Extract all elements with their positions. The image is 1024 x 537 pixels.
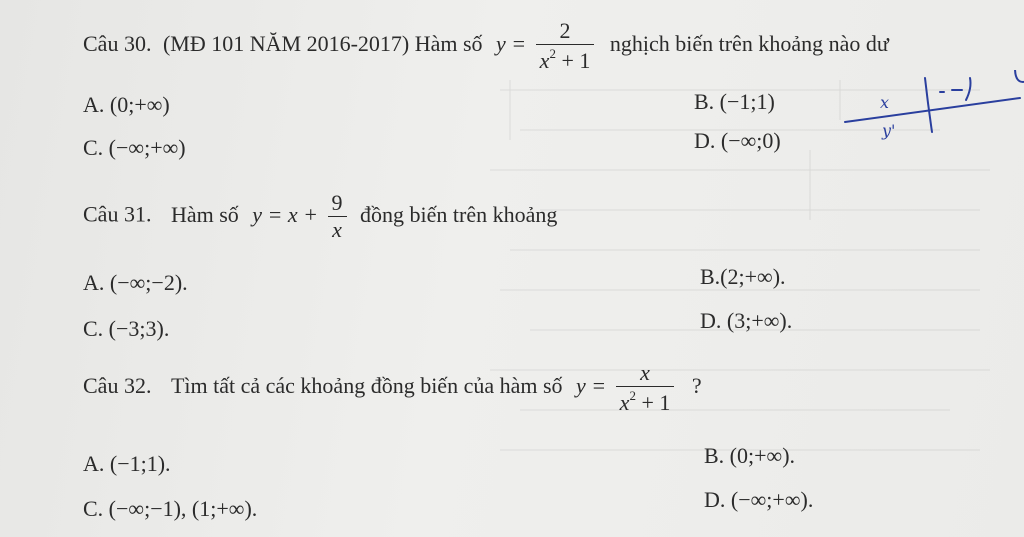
den-rest: + 1 xyxy=(555,48,591,73)
option-d: D. (3;+∞). xyxy=(700,308,793,333)
option-b: B. (0;+∞). xyxy=(704,443,796,468)
question-prefix: Tìm tất cả các khoảng đồng biến của hàm số xyxy=(170,373,563,399)
question-suffix: đồng biến trên khoảng xyxy=(360,201,558,227)
hand-y: y' xyxy=(882,121,896,140)
option-a: A. (−∞;−2). xyxy=(83,270,188,295)
option-a: A. (−1;1). xyxy=(83,451,171,476)
fraction-numerator: 2 xyxy=(559,18,571,43)
option-c: C. (−∞;+∞) xyxy=(83,135,186,160)
option-d: D. (−∞;+∞). xyxy=(704,487,814,512)
den-exponent: 2 xyxy=(629,388,636,403)
den-base: x xyxy=(619,390,630,415)
fraction xyxy=(616,362,675,414)
den-exponent: 2 xyxy=(549,46,556,61)
question-suffix: nghịch biến trên khoảng nào dư xyxy=(609,31,889,57)
option-a: A. (0;+∞) xyxy=(83,92,170,117)
den-rest: + 1 xyxy=(635,390,671,415)
option-c: C. (−∞;−1), (1;+∞). xyxy=(83,496,258,521)
option-d: D. (−∞;0) xyxy=(694,128,781,153)
fraction-denominator xyxy=(616,386,675,414)
option-b: B. (−1;1) xyxy=(694,89,775,114)
question-label: Câu 32. xyxy=(83,373,152,399)
fraction xyxy=(328,192,347,241)
fraction-numerator: x xyxy=(640,360,650,385)
handwritten-sign-table xyxy=(840,70,1024,150)
question-30 xyxy=(83,20,889,72)
option-c: C. (−3;3). xyxy=(83,316,170,341)
question-source: (MĐ 101 NĂM 2016-2017) xyxy=(162,31,410,57)
question-label: Câu 30. xyxy=(83,31,152,57)
fraction xyxy=(536,20,595,72)
function-lhs: y = xyxy=(496,31,527,57)
question-32 xyxy=(83,362,702,414)
den-base: x xyxy=(539,48,550,73)
question-31 xyxy=(83,192,557,241)
question-suffix: ? xyxy=(691,373,702,399)
hand-x: x xyxy=(880,93,890,112)
function-lhs: y = xyxy=(576,373,607,399)
function-lhs: y = x + xyxy=(252,201,319,227)
fraction-denominator: x xyxy=(328,216,347,241)
question-prefix: Hàm số xyxy=(414,31,483,57)
fraction-denominator xyxy=(536,44,595,72)
fraction-numerator: 9 xyxy=(331,190,343,215)
question-label: Câu 31. xyxy=(83,201,152,227)
question-prefix: Hàm số xyxy=(170,201,239,227)
option-b: B.(2;+∞). xyxy=(700,264,786,289)
